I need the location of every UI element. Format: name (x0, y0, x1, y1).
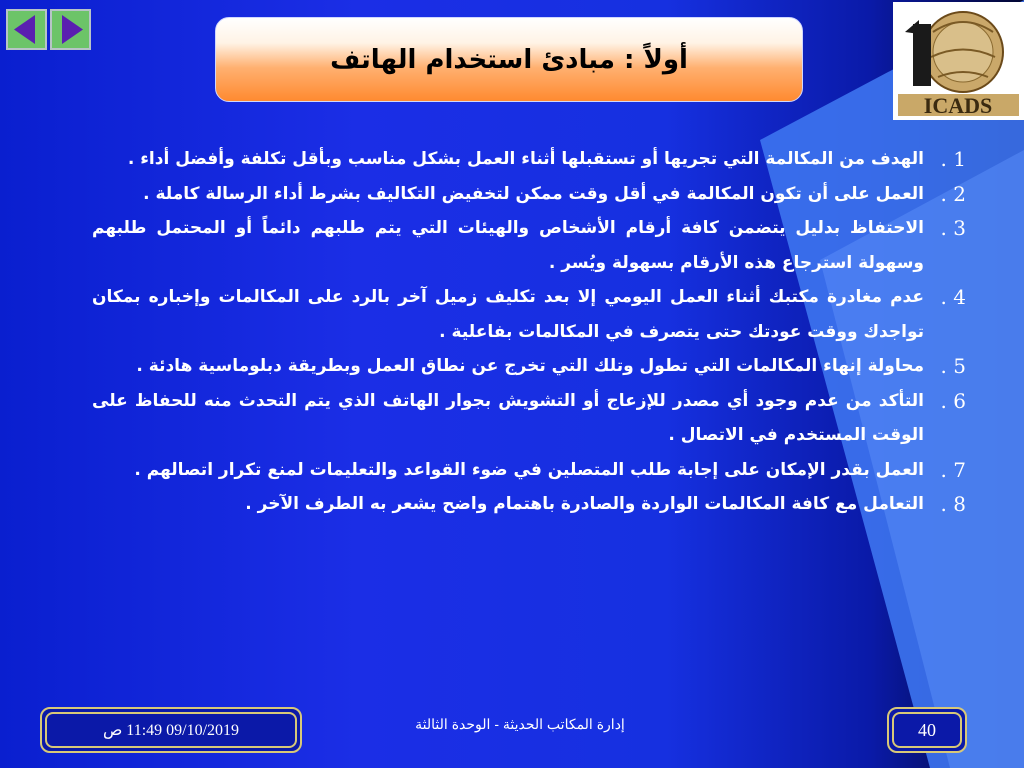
logo-image (893, 2, 1024, 120)
item-text: العمل على أن تكون المكالمة في أقل وقت ممكن لتخفيض التكاليف بشرط أداء الرسالة كاملة . (143, 183, 924, 204)
item-text: التأكد من عدم وجود أي مصدر للإزعاج أو التشويش بجوار الهاتف الذي يتم التحدث منه للحفاظ على الوقت المستخدم في الاتصال . (92, 390, 924, 445)
title-banner (215, 17, 803, 102)
list-item (92, 487, 966, 522)
list-item (92, 280, 966, 349)
right-arrow-icon (52, 11, 89, 48)
item-number: 5 . (940, 354, 966, 378)
next-slide-button[interactable] (50, 9, 91, 50)
item-text: محاولة إنهاء المكالمات التي تطول وتلك التي تخرج عن نطاق العمل وبطريقة دبلوماسية هادئة . (136, 356, 924, 376)
item-number: 2 . (940, 181, 966, 206)
item-text: العمل بقدر الإمكان على إجابة طلب المتصلين في ضوء القواعد والتعليمات لمنع تكرار اتصالهم . (134, 459, 924, 480)
list-item (92, 349, 966, 384)
list-item (92, 142, 966, 177)
slide-number: 40 (892, 712, 962, 748)
item-number: 7 . (940, 457, 966, 482)
footer-course-title: إدارة المكاتب الحديثة - الوحدة الثالثة (415, 716, 625, 732)
footer-datetime: 09/10/2019 11:49 ص (45, 712, 297, 748)
item-number: 1 . (940, 147, 966, 171)
list-item (92, 211, 966, 280)
item-text: التعامل مع كافة المكالمات الواردة والصادرة باهتمام واضح يشعر به الطرف الآخر . (245, 494, 924, 514)
item-number: 3 . (940, 216, 966, 240)
item-text: الهدف من المكالمة التي تجريها أو تستقبلها أثناء العمل بشكل مناسب وبأقل تكلفة وأفضل أداء . (127, 149, 924, 169)
list-item (92, 453, 966, 488)
item-number: 6 . (940, 388, 966, 413)
icads-logo (893, 2, 1024, 120)
footer-date-box (40, 707, 302, 753)
item-number: 8 . (940, 492, 966, 516)
logo-wordmark: ICADS (923, 93, 993, 118)
footer-number-box (887, 707, 967, 753)
previous-slide-button[interactable] (6, 9, 47, 50)
item-number: 4 . (940, 285, 966, 309)
left-arrow-icon (8, 11, 45, 48)
list-item (92, 177, 966, 212)
item-text: الاحتفاظ بدليل يتضمن كافة أرقام الأشخاص والهيئات التي يتم طلبهم دائماً أو المحتمل طلبهم وسهولة استرجاع هذه الأرقام بسهولة ويُسر . (92, 218, 924, 273)
list-item (92, 384, 966, 453)
item-text: عدم مغادرة مكتبك أثناء العمل اليومي إلا بعد تكليف زميل آخر بالرد على المكالمات وإخباره بمكان تواجدك ووقت عودتك حتى يتصرف في المكالمات بفاعلية . (92, 287, 924, 342)
slide-title: أولاً : مبادئ استخدام الهاتف (330, 44, 688, 75)
principles-list (92, 142, 966, 522)
